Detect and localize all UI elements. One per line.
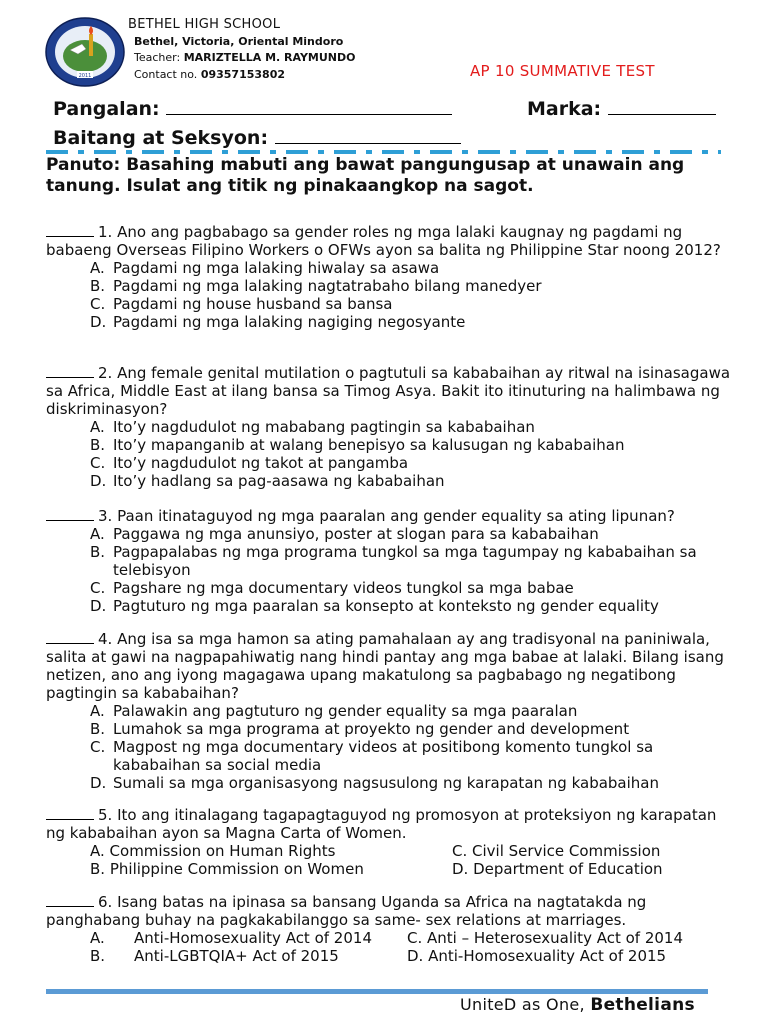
teacher-name: MARIZTELLA M. RAYMUNDO <box>183 51 356 64</box>
option-c: C. Pagshare ng mga documentary videos tungkol sa mga babae <box>90 579 574 597</box>
option-a: A. Commission on Human Rights <box>90 842 336 860</box>
option-c: C. Ito’y nagdudulot ng takot at pangamba <box>90 454 409 472</box>
option-d: D. Department of Education <box>452 860 663 878</box>
answer-blank[interactable] <box>46 630 94 644</box>
question-2: 2. Ang female genital mutilation o pagtutuli sa kababaihan ay ritwal na isinasagawa sa Africa, Middle East at ilang bansa sa Timog Asya. Bakit ito itinuturing na halimbawa ng diskriminasyon? A. Ito’y nagdudulot ng mababang pagtingin sa kababaihan B. Ito’y mapanganib at walang benepisyo sa kalusugan ng kababaihan C. Ito’y nagdudulot ng takot at pangamba D. Ito’y hadlang sa pag-aasawa ng kababaihan <box>46 364 731 490</box>
school-logo <box>44 16 126 88</box>
option-d: D. Sumali sa mga organisasyong nagsusulong ng karapatan ng kababaihan <box>90 774 659 792</box>
section-field[interactable]: Baitang at Seksyon: <box>53 125 461 149</box>
option-c: C. Pagdami ng house husband sa bansa <box>90 295 393 313</box>
option-b: B. Pagpapalabas ng mga programa tungkol sa mga tagumpay ng kababaihan sa telebisyon <box>90 543 697 579</box>
name-field[interactable]: Pangalan: <box>53 96 452 120</box>
option-d: D. Ito’y hadlang sa pag-aasawa ng kababaihan <box>90 472 445 490</box>
answer-blank[interactable] <box>46 893 94 907</box>
contact-line: Contact no. 09357153802 <box>134 68 286 81</box>
option-d: D. Pagdami ng mga lalaking nagiging negosyante <box>90 313 466 331</box>
option-b: B. Philippine Commission on Women <box>90 860 364 878</box>
option-a-letter: A. <box>90 929 105 947</box>
option-a: A. Ito’y nagdudulot ng mababang pagtingin sa kababaihan <box>90 418 535 436</box>
answer-blank[interactable] <box>46 364 94 378</box>
answer-blank[interactable] <box>46 223 94 237</box>
instructions: Panuto: Basahing mabuti ang bawat pangungusap at unawain ang tanung. Isulat ang titik ng pinakaangkop na sagot. <box>46 155 685 196</box>
option-c: C. Civil Service Commission <box>452 842 661 860</box>
section-blank[interactable] <box>275 125 461 144</box>
question-5: 5. Ito ang itinalagang tagapagtaguyod ng promosyon at proteksiyon ng karapatan ng kababaihan ayon sa Magna Carta of Women. A. Commission on Human Rights C. Civil Service Commission B. Philippine Commission on Women D. Department of Education <box>46 806 731 878</box>
option-b: B. Lumahok sa mga programa at proyekto ng gender and development <box>90 720 630 738</box>
answer-blank[interactable] <box>46 806 94 820</box>
question-4: 4. Ang isa sa mga hamon sa ating pamahalaan ay ang tradisyonal na paniniwala, salita at gawi na nagpapahiwatig nang hindi pantay ang mga babae at lalaki. Bilang isang netizen, ano ang iyong magagawa upang makatulong sa pagbabago ng negatibong pagtingin sa kababaihan? A. Palawakin ang pagtuturo ng gender equality sa mga paaralan B. Lumahok sa mga programa at proyekto ng gender and development C. Magpost ng mga documentary videos at positibong komento tungkol sa kababaihan sa social media D. Sumali sa mga organisasyong nagsusulong ng karapatan ng kababaihan <box>46 630 731 792</box>
test-title: AP 10 SUMMATIVE TEST <box>470 62 655 80</box>
bottom-rule <box>46 989 708 994</box>
school-address: Bethel, Victoria, Oriental Mindoro <box>134 35 344 48</box>
logo-year: 2011 <box>78 73 92 79</box>
footer-name: Bethelians <box>590 995 695 1015</box>
option-b: Anti-LGBTQIA+ Act of 2015 <box>134 947 339 965</box>
option-b: B. Ito’y mapanganib at walang benepisyo sa kalusugan ng kababaihan <box>90 436 625 454</box>
score-blank[interactable] <box>608 96 716 115</box>
option-a: A. Paggawa ng mga anunsiyo, poster at slogan para sa kababaihan <box>90 525 599 543</box>
contact-number: 09357153802 <box>200 68 286 81</box>
option-a: Anti-Homosexuality Act of 2014 <box>134 929 372 947</box>
footer-motto: UniteD as One, Bethelians <box>460 995 695 1015</box>
score-field[interactable]: Marka: <box>527 96 716 120</box>
option-b-letter: B. <box>90 947 106 965</box>
teacher-line: Teacher: MARIZTELLA M. RAYMUNDO <box>134 51 356 64</box>
school-name: BETHEL HIGH SCHOOL <box>128 17 281 32</box>
option-c: C. Anti – Heterosexuality Act of 2014 <box>407 929 684 947</box>
question-1: 1. Ano ang pagbabago sa gender roles ng mga lalaki kaugnay ng pagdami ng babaeng Overseas Filipino Workers o OFWs ayon sa balita ng Philippine Star noong 2012? A. Pagdami ng mga lalaking hiwalay sa asawa B. Pagdami ng mga lalaking nagtatrabaho bilang manedyer C. Pagdami ng house husband sa bansa D. Pagdami ng mga lalaking nagiging negosyante <box>46 223 731 331</box>
answer-blank[interactable] <box>46 507 94 521</box>
question-3: 3. Paan itinataguyod ng mga paaralan ang gender equality sa ating lipunan? A. Paggawa ng mga anunsiyo, poster at slogan para sa kababaihan B. Pagpapalabas ng mga programa tungkol sa mga tagumpay ng kababaihan sa telebisyon C. Pagshare ng mga documentary videos tungkol sa mga babae D. Pagtuturo ng mga paaralan sa konsepto at konteksto ng gender equality <box>46 507 731 615</box>
option-b: B. Pagdami ng mga lalaking nagtatrabaho bilang manedyer <box>90 277 542 295</box>
name-blank[interactable] <box>166 96 452 115</box>
option-a: A. Palawakin ang pagtuturo ng gender equality sa mga paaralan <box>90 702 578 720</box>
question-6: 6. Isang batas na ipinasa sa bansang Uganda sa Africa na nagtatakda ng panghabang buhay na pagkakabilanggo sa same- sex relations at marriages. A. Anti-Homosexuality Act of 2014 C. Anti – Heterosexuality Act of 2014 B. Anti-LGBTQIA+ Act of 2015 D. Anti-Homosexuality Act of 2015 <box>46 893 731 965</box>
option-d: D. Pagtuturo ng mga paaralan sa konsepto at konteksto ng gender equality <box>90 597 659 615</box>
option-d: D. Anti-Homosexuality Act of 2015 <box>407 947 667 965</box>
option-a: A. Pagdami ng mga lalaking hiwalay sa asawa <box>90 259 440 277</box>
option-c: C. Magpost ng mga documentary videos at positibong komento tungkol sa kababaihan sa social media <box>90 738 654 774</box>
